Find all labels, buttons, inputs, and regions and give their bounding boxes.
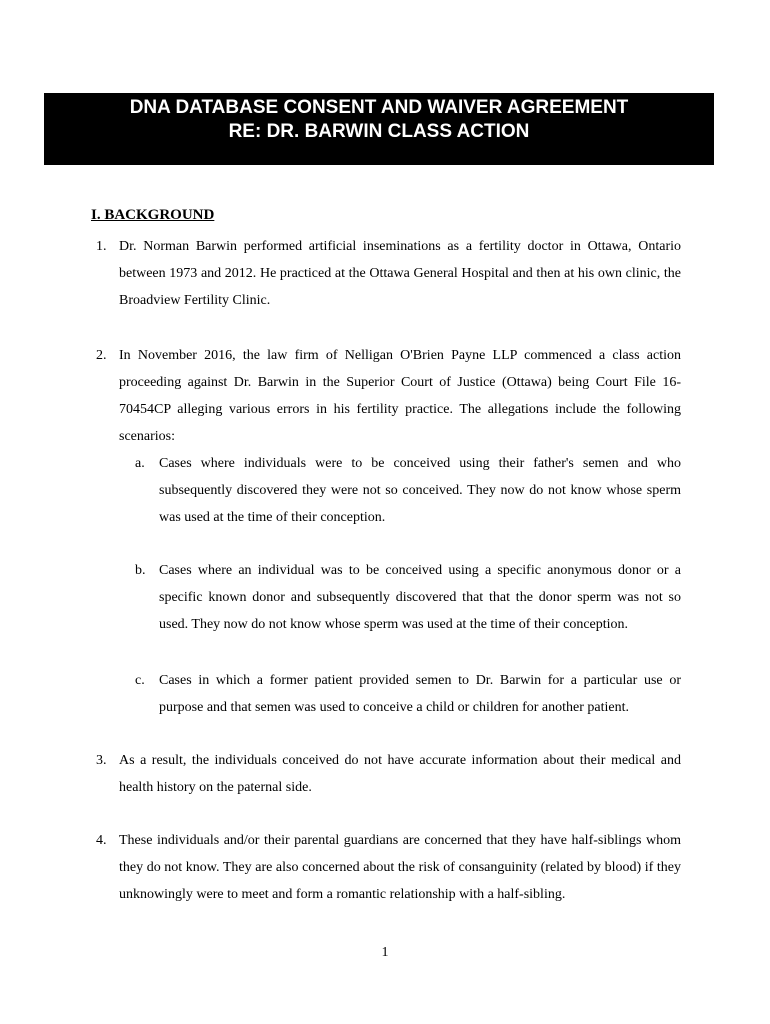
subparagraph-c [135,667,681,721]
paragraph-4 [91,827,681,908]
subparagraph-a [135,450,681,531]
paragraph-1 [91,233,681,314]
paragraph-number: 4. [96,833,107,848]
subparagraph-b [135,557,681,638]
document-title-line-2: RE: DR. BARWIN CLASS ACTION [228,121,530,142]
paragraph-2 [91,342,681,450]
paragraph-text: As a result, the individuals conceived do not have accurate information about their medical and health history on the paternal side. [119,753,681,795]
subparagraph-text: Cases where an individual was to be conceived using a specific anonymous donor or a specific known donor and subsequently discovered that that the donor sperm was not so used. They now do not know whose sperm was used at the time of their conception. [159,563,681,632]
subparagraph-letter: c. [135,673,145,688]
paragraph-text: In November 2016, the law firm of Nelligan O'Brien Payne LLP commenced a class action proceeding against Dr. Barwin in the Superior Court of Justice (Ottawa) being Court File 16-70454CP alleging various errors in his fertility practice. The allegations include the following scenarios: [119,348,681,444]
subparagraph-letter: a. [135,456,145,471]
subparagraph-text: Cases where individuals were to be conceived using their father's semen and who subsequently discovered they were not so conceived. They now do not know whose sperm was used at the time of their conception. [159,456,681,525]
paragraph-number: 1. [96,239,107,254]
document-title-banner [44,93,714,165]
paragraph-3 [91,747,681,801]
paragraph-number: 2. [96,348,107,363]
paragraph-number: 3. [96,753,107,768]
paragraph-text: Dr. Norman Barwin performed artificial inseminations as a fertility doctor in Ottawa, Ontario between 1973 and 2012. He practiced at the Ottawa General Hospital and then at his own clinic, the Broadview Fertility Clinic. [119,239,681,308]
document-title-line-1: DNA DATABASE CONSENT AND WAIVER AGREEMENT [129,97,629,118]
paragraph-text: These individuals and/or their parental guardians are concerned that they have half-siblings whom they do not know. They are also concerned about the risk of consanguinity (related by blood) if they unknowingly were to meet and form a romantic relationship with a half-sibling. [119,833,681,902]
section-heading-background: I. BACKGROUND [91,207,215,223]
subparagraph-letter: b. [135,563,146,578]
subparagraph-text: Cases in which a former patient provided semen to Dr. Barwin for a particular use or purpose and that semen was used to conceive a child or children for another patient. [159,673,681,715]
page-number: 1 [381,945,389,960]
